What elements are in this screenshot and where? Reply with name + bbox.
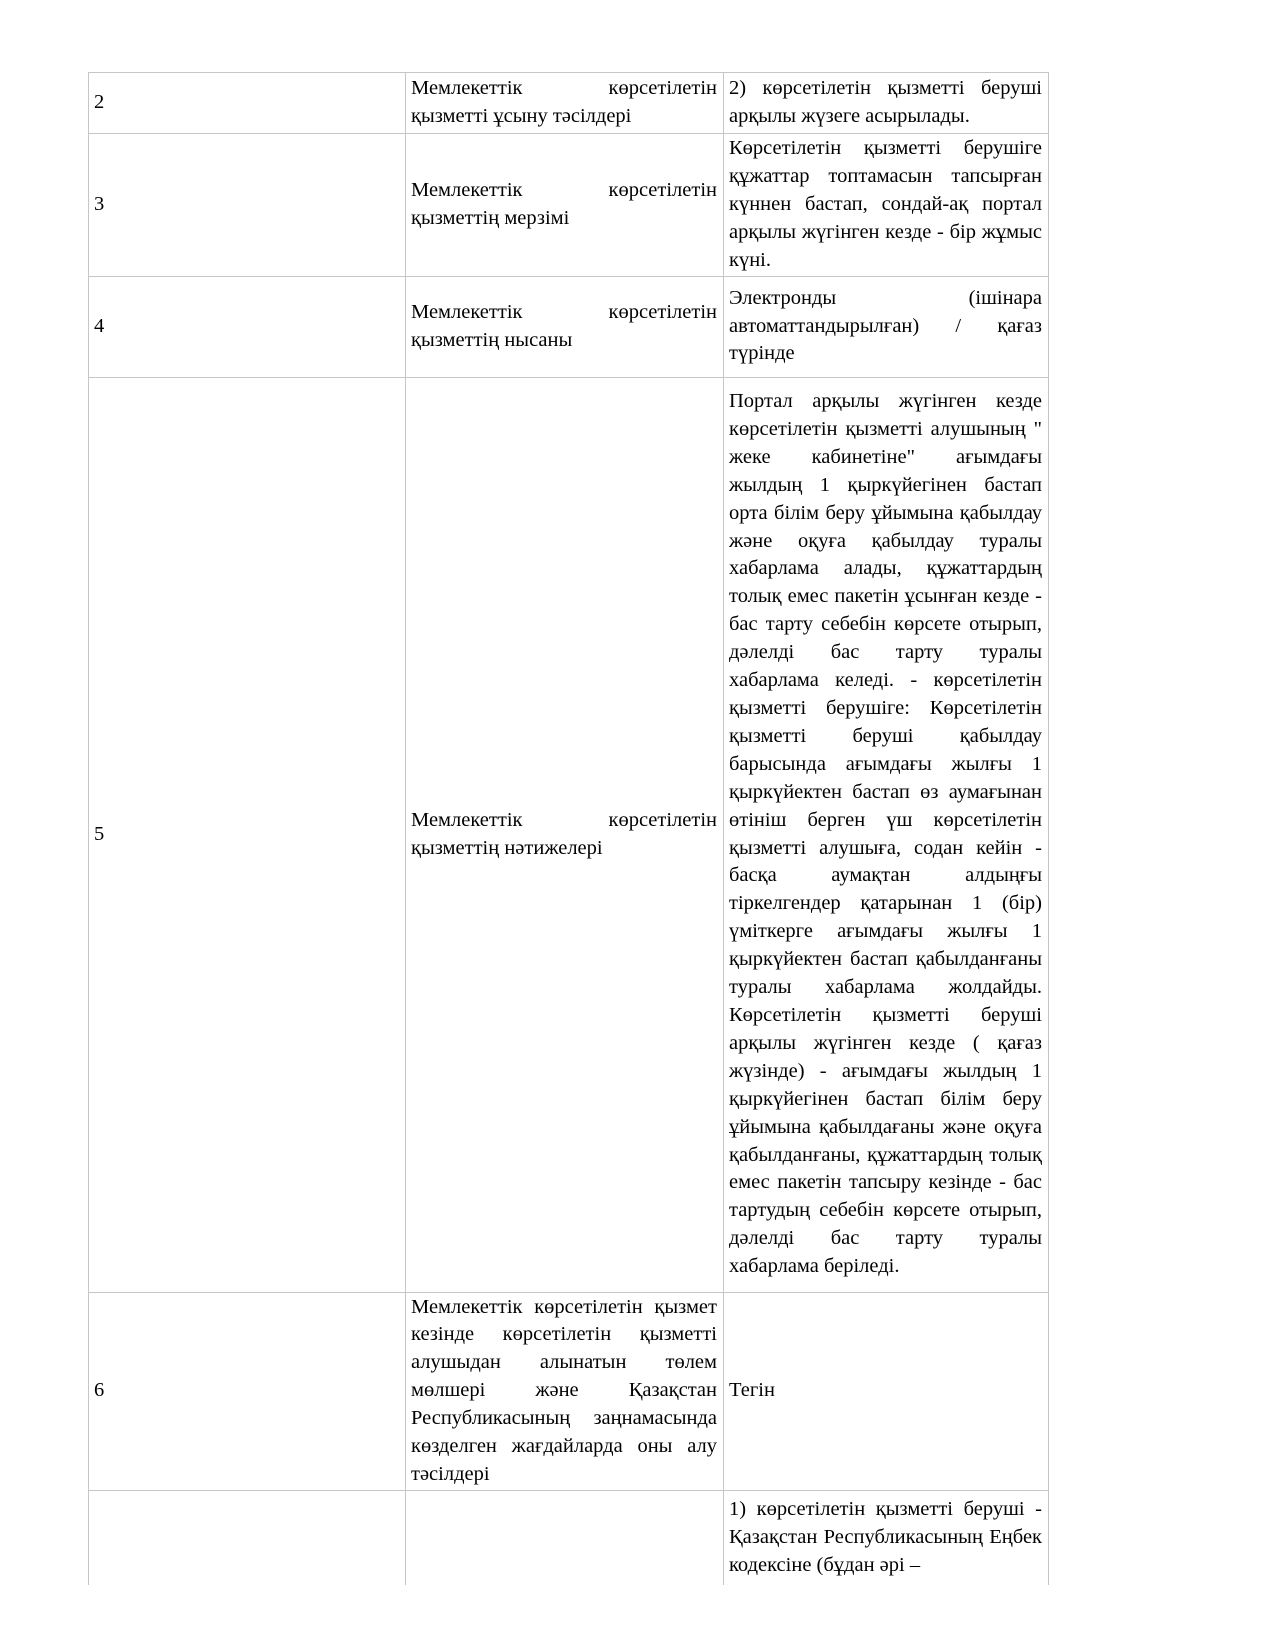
row-number-cell: 2	[89, 73, 406, 134]
service-aspect-cell: Мемлекеттік көрсетілетін қызметті ұсыну тәсілдері	[406, 73, 724, 134]
service-detail-cell: Электронды (ішінара автоматтандырылған) / қағаз түрінде	[724, 276, 1049, 377]
table-row	[89, 377, 1049, 1292]
table-row	[89, 134, 1049, 277]
service-detail-cell: Тегін	[724, 1292, 1049, 1490]
row-number-cell: 5	[89, 377, 406, 1292]
service-detail-cell: 2) көрсетілетін қызметті беруші арқылы жүзеге асырылады.	[724, 73, 1049, 134]
row-number-cell: 3	[89, 134, 406, 277]
service-detail-cell: 1) көрсетілетін қызметті беруші - Қазақстан Республикасының Еңбек кодексіне (бұдан әрі –	[724, 1490, 1049, 1585]
table-row	[89, 1292, 1049, 1490]
table-row	[89, 276, 1049, 377]
table-row	[89, 1490, 1049, 1585]
service-aspect-cell: Мемлекеттік көрсетілетін қызметтің мерзімі	[406, 134, 724, 277]
row-number-cell: 6	[89, 1292, 406, 1490]
service-aspect-cell: Мемлекеттік көрсетілетін қызметтің нәтижелері	[406, 377, 724, 1292]
service-detail-cell: Көрсетілетін қызметті берушіге құжаттар топтамасын тапсырған күннен бастап, сондай-ақ портал арқылы жүгінген кезде - бір жұмыс күні.	[724, 134, 1049, 277]
service-detail-cell: Портал арқылы жүгінген кезде көрсетілетін қызметті алушының " жеке кабинетіне" ағымдағы жылдың 1 қыркүйегінен бастап орта білім беру ұйымына қабылдау және оқуға қабылдау туралы хабарлама алады, құжаттардың толық емес пакетін ұсынған кезде - бас тарту себебін көрсете отырып, дәлелді бас тарту туралы хабарлама келеді. - көрсетілетін қызметті берушіге: Көрсетілетін қызметті беруші қабылдау барысында ағымдағы жылғы 1 қыркүйектен бастап өз аумағынан өтініш берген үш көрсетілетін қызметті алушыға, содан кейін - басқа аумақтан алдыңғы тіркелгендер қатарынан 1 (бір) үміткерге ағымдағы жылғы 1 қыркүйектен бастап қабылданғаны туралы хабарлама жолдайды. Көрсетілетін қызметті беруші арқылы жүгінген кезде ( қағаз жүзінде) - ағымдағы жылдың 1 қыркүйегінен бастап білім беру ұйымына қабылдағаны және оқуға қабылданғаны, құжаттардың толық емес пакетін тапсыру кезінде - бас тартудың себебін көрсете отырып, дәлелді бас тарту туралы хабарлама беріледі.	[724, 377, 1049, 1292]
service-aspect-cell: Мемлекеттік көрсетілетін қызмет кезінде көрсетілетін қызметті алушыдан алынатын төлем мөлшері және Қазақстан Республикасының заңнамасында көзделген жағдайларда оны алу тәсілдері	[406, 1292, 724, 1490]
row-number-cell: 4	[89, 276, 406, 377]
service-aspect-cell	[406, 1490, 724, 1585]
row-number-cell	[89, 1490, 406, 1585]
service-aspect-cell: Мемлекеттік көрсетілетін қызметтің нысаны	[406, 276, 724, 377]
service-standard-table	[88, 72, 1049, 1585]
table-row	[89, 73, 1049, 134]
